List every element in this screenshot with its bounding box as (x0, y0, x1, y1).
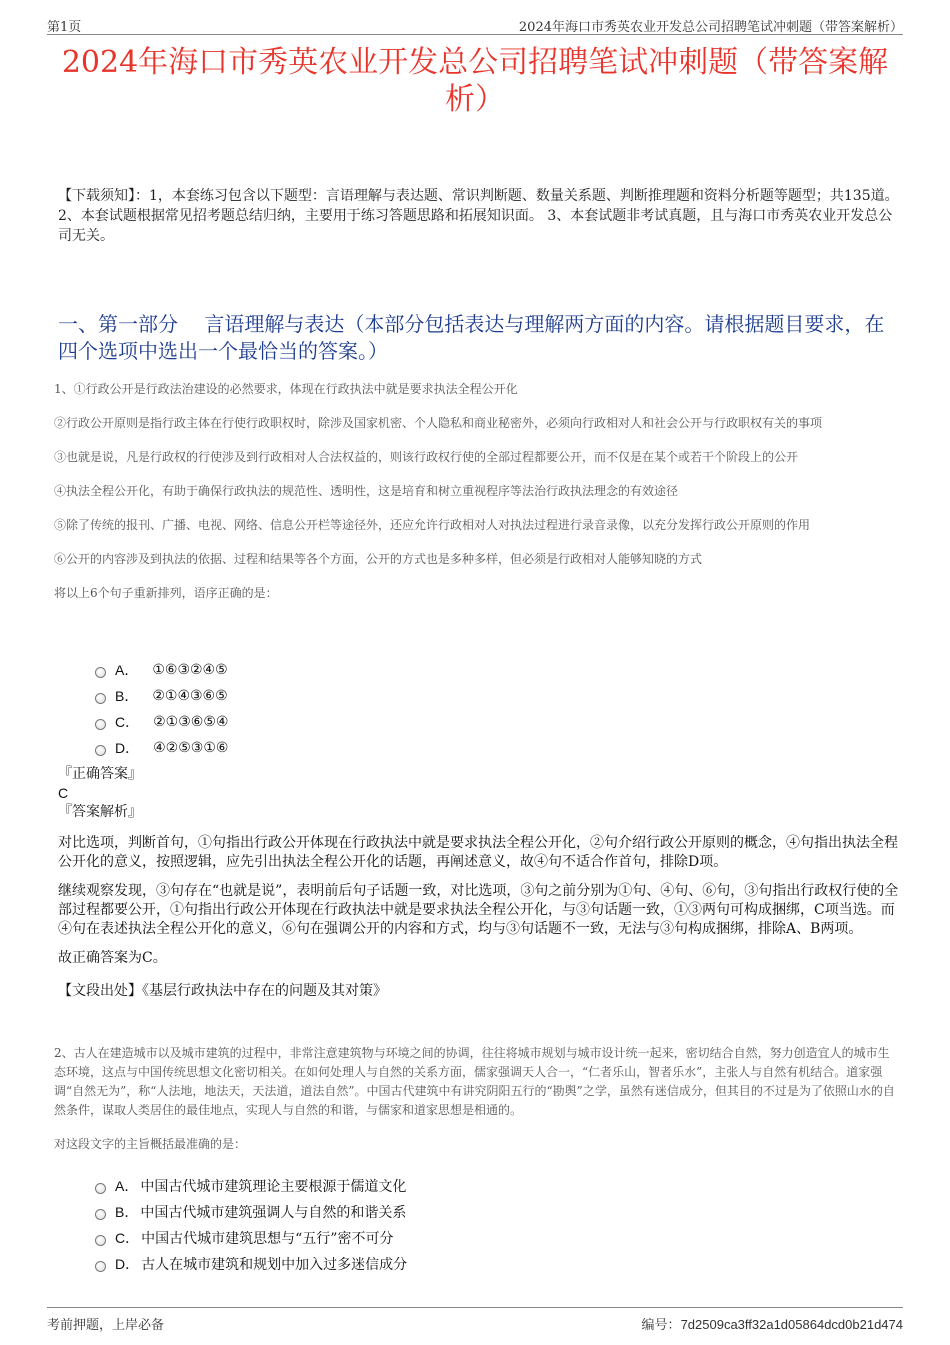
q1-line-3: ③也就是说，凡是行政权的行使涉及到行政相对人合法权益的，则该行政权行使的全部过程都要公开，而不仅是在某个或若干个阶段上的公开 (54, 450, 799, 464)
radio-icon[interactable] (95, 745, 106, 756)
correct-answer: C (58, 785, 69, 801)
radio-icon[interactable] (95, 1209, 106, 1220)
q2-stem: 2、古人在建造城市以及城市建筑的过程中，非常注意建筑物与环境之间的协调，往往将城市规划与城市设计统一起来，密切结合自然，努力创造宜人的城市生态环境，这点与中国传统思想文化密切相关。在如何处理人与自然的关系方面，儒家强调天人合一，“仁者乐山，智者乐水”，主张人与自然有机结合。道家强调“自然无为”，称“人法地，地法天，天法道，道法自然”。中国古代建筑中有讲究阴阳五行的“勘舆”之学，虽然有迷信成分，但其目的不过是为了依照山水的自然条件，谋取人类居住的最佳地点，实现人与自然的和谐，与儒家和道家思想是相通的。 (54, 1046, 895, 1117)
code-value: 7d2509ca3ff32a1d05864dcd0b21d474 (680, 1317, 903, 1332)
option-text: 中国古代城市建筑理论主要根源于儒道文化 (140, 1179, 407, 1195)
page-number: 第1页 (47, 20, 82, 35)
q2-prompt: 对这段文字的主旨概括最准确的是： (54, 1137, 247, 1151)
option-text: 中国古代城市建筑强调人与自然的和谐关系 (140, 1205, 407, 1221)
q1-line-2: ②行政公开原则是指行政主体在行使行政职权时，除涉及国家机密、个人隐私和商业秘密外，必须向行政相对人和社会公开与行政职权有关的事项 (54, 416, 823, 430)
analysis-paragraph-1: 对比选项，判断首句，①句指出行政公开体现在行政执法中就是要求执法全程公开化，②句介绍行政公开原则的概念，④句指出执法全程公开化的意义，按照逻辑，应先引出执法全程公开化的话题，再阐述意义，故④句不适合作首句，排除D项。 (58, 835, 898, 870)
option-text: ②①③⑥⑤④ (153, 714, 229, 730)
radio-icon[interactable] (95, 1261, 106, 1272)
download-notice: 【下载须知】：1，本套练习包含以下题型：言语理解与表达题、常识判断题、数量关系题、判断推理题和资料分析题等题型；共135道。 2、本套试题根据常见招考题总结归纳，主要用于练习答题思路和拓展知识面。 3、本套试题非考试真题，且与海口市秀英农业开发总公司无关。 (58, 188, 899, 244)
q2-options (95, 1173, 407, 1277)
q1-line-5: ⑤除了传统的报刊、广播、电视、网络、信息公开栏等途径外，还应允许行政相对人对执法过程进行录音录像，以充分发挥行政公开原则的作用 (54, 518, 811, 532)
q1-line-6: ⑥公开的内容涉及到执法的依据、过程和结果等各个方面，公开的方式也是多种多样，但必须是行政相对人能够知晓的方式 (54, 552, 703, 566)
radio-icon[interactable] (95, 1235, 106, 1246)
option-label: C． (115, 714, 140, 730)
radio-icon[interactable] (95, 667, 106, 678)
option-label: B． (115, 1204, 139, 1220)
option-label: A． (115, 1178, 139, 1194)
analysis-title: 『答案解析』 (58, 804, 142, 820)
q2-option-c[interactable] (95, 1225, 407, 1251)
option-text: ④②⑤③①⑥ (153, 740, 229, 756)
option-text: ①⑥③②④⑤ (152, 662, 228, 678)
q1-line-1: 1、①行政公开是行政法治建设的必然要求，体现在行政执法中就是要求执法全程公开化 (54, 382, 518, 396)
document-title: 2024年海口市秀英农业开发总公司招聘笔试冲刺题（带答案解析） (61, 45, 889, 117)
q1-prompt: 将以上6个句子重新排列，语序正确的是： (54, 586, 278, 600)
q1-line-4: ④执法全程公开化，有助于确保行政执法的规范性、透明性，这是培育和树立重视程序等法治行政执法理念的有效途径 (54, 484, 679, 498)
footer-code (642, 1314, 903, 1333)
option-label: D． (115, 740, 140, 756)
radio-icon[interactable] (95, 693, 106, 704)
header-doc-title: 2024年海口市秀英农业开发总公司招聘笔试冲刺题（带答案解析） (518, 20, 903, 35)
page-footer (47, 1307, 903, 1332)
page-header (47, 14, 903, 35)
radio-icon[interactable] (95, 1183, 106, 1194)
analysis-paragraph-2: 继续观察发现，③句存在“也就是说”，表明前后句子话题一致，对比选项，③句之前分别为①句、④句、⑥句，③句指出行政权行使的全部过程都要公开，①句指出行政公开体现在行政执法中就是要求执法全程公开化，与③句话题一致，①③两句可构成捆绑，C项当选。而④句在表述执法全程公开化的意义，⑥句在强调公开的内容和方式，均与③句话题不一致，无法与③句构成捆绑，排除A、B两项。 (58, 883, 899, 937)
source-citation: 【文段出处】《基层行政执法中存在的问题及其对策》 (58, 983, 387, 999)
option-label: A． (115, 662, 139, 678)
q1-option-b[interactable] (95, 683, 228, 709)
radio-icon[interactable] (95, 719, 106, 730)
q1-option-d[interactable] (95, 735, 228, 761)
option-label: B． (115, 688, 139, 704)
analysis-paragraph-3: 故正确答案为C。 (58, 950, 167, 966)
question-2-stem (54, 1044, 900, 1169)
q2-option-d[interactable] (95, 1251, 407, 1277)
code-label: 编号： (641, 1318, 681, 1333)
q2-option-a[interactable] (95, 1173, 407, 1199)
q1-option-a[interactable] (95, 657, 228, 683)
answer-title: 『正确答案』 (58, 766, 142, 782)
option-text: 古人在城市建筑和规划中加入过多迷信成分 (141, 1257, 408, 1273)
q1-answer-area (58, 765, 900, 1011)
option-label: D． (115, 1256, 140, 1272)
q1-option-c[interactable] (95, 709, 228, 735)
option-text: ②①④③⑥⑤ (152, 688, 228, 704)
question-1-stem (54, 380, 900, 618)
q1-options (95, 657, 228, 761)
footer-slogan: 考前押题，上岸必备 (47, 1318, 165, 1333)
option-label: C． (115, 1230, 140, 1246)
q2-option-b[interactable] (95, 1199, 407, 1225)
option-text: 中国古代城市建筑思想与“五行”密不可分 (141, 1231, 394, 1247)
section-heading: 一、第一部分 言语理解与表达（本部分包括表达与理解两方面的内容。请根据题目要求，在四个选项中选出一个最恰当的答案。） (58, 312, 885, 363)
